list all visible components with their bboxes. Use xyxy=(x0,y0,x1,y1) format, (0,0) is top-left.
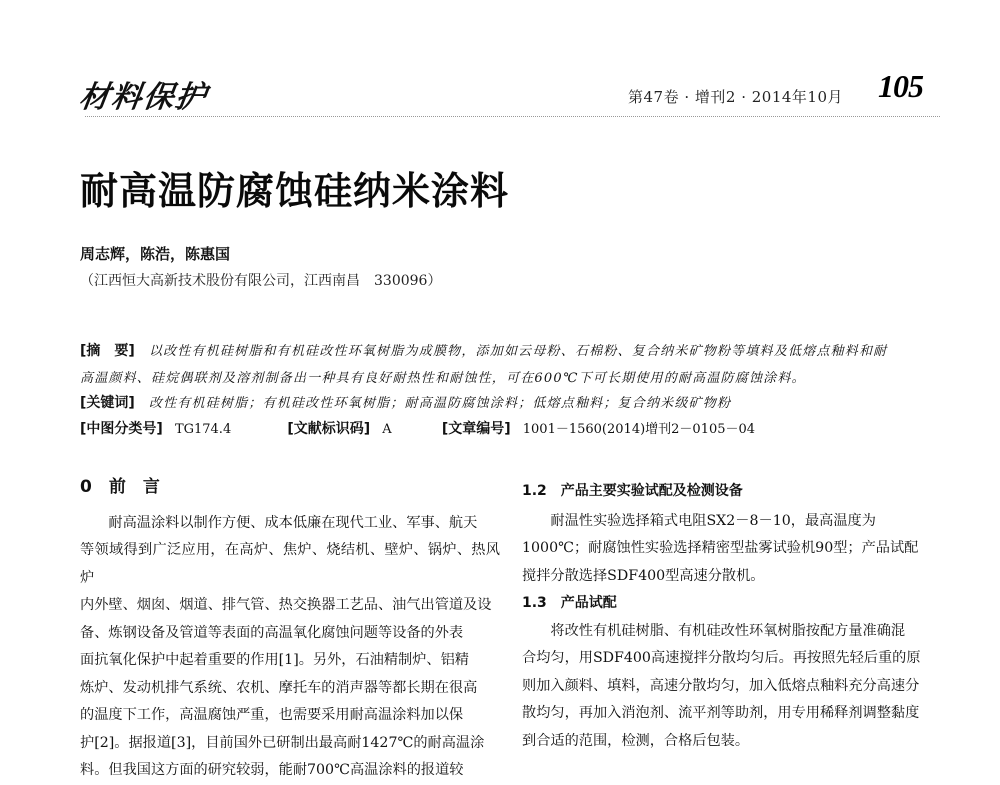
text-line: 搅拌分散选择SDF400型高速分散机。 xyxy=(522,567,765,584)
text-line: 的温度下工作，高温腐蚀严重，也需要采用耐高温涂料加以保 xyxy=(80,707,464,723)
text-line: 散均匀，再加入消泡剂、流平剂等助剂，用专用稀释剂调整黏度 xyxy=(522,705,920,721)
article-no-label: [文章编号] xyxy=(441,421,511,437)
issue-info: 第47卷 · 增刊2 · 2014年10月 xyxy=(628,88,844,106)
doc-code-label: [文献标识码] xyxy=(287,421,371,437)
text-line: 备、炼钢设备及管道等表面的高温氧化腐蚀问题等设备的外表 xyxy=(80,624,464,641)
header-divider xyxy=(85,116,940,117)
abstract-label: [摘 要] xyxy=(80,343,135,359)
keywords-line xyxy=(80,392,731,412)
text-line: 到合适的范围，检测，合格后包装。 xyxy=(522,732,750,749)
subsection-heading-1-2: 1.2 产品主要实验试配及检测设备 xyxy=(522,483,743,499)
doc-code-value: A xyxy=(382,422,392,437)
keywords-label: [关键词] xyxy=(80,395,135,411)
subsection-heading-1-3: 1.3 产品试配 xyxy=(522,595,617,611)
subsection-1-2-paragraph xyxy=(522,508,942,591)
text-line: 炼炉、发动机排气系统、农机、摩托车的消声器等都长期在很高 xyxy=(80,679,478,696)
text-line: 耐温性实验选择箱式电阻SX2－8－10，最高温度为 xyxy=(550,512,876,529)
text-line: 料。但我国这方面的研究较弱，能耐700℃高温涂料的报道较 xyxy=(80,762,464,778)
article-authors: 周志辉，陈浩，陈惠国 xyxy=(80,245,231,263)
text-line: 合均匀，用SDF400高速搅拌分散均匀后。再按照先轻后重的原 xyxy=(522,650,921,666)
article-no-value: 1001－1560(2014)增刊2－0105－04 xyxy=(522,422,756,437)
subsection-1-3-paragraph xyxy=(522,618,942,756)
text-line: 1000℃；耐腐蚀性实验选择精密型盐雾试验机90型；产品试配 xyxy=(522,540,919,556)
keywords-text: 改性有机硅树脂；有机硅改性环氧树脂；耐高温防腐蚀涂料；低熔点釉料；复合纳米级矿物粉 xyxy=(148,396,732,411)
text-line: 耐高温涂料以制作方便、成本低廉在现代工业、军事、航天 xyxy=(108,514,478,531)
text-line: 护[2]。据报道[3]，目前国外已研制出最高耐1427℃的耐高温涂 xyxy=(80,734,485,751)
abstract-text-2: 高温颜料、硅烷偶联剂及溶剂制备出一种具有良好耐热性和耐蚀性，可在600℃下可长期使用的耐高温防腐蚀涂料。 xyxy=(80,371,806,386)
text-line: 则加入颜料、填料，高速分散均匀，加入低熔点釉料充分高速分 xyxy=(522,677,920,694)
abstract-line-2 xyxy=(80,367,806,386)
text-line: 将改性有机硅树脂、有机硅改性环氧树脂按配方量准确混 xyxy=(550,622,906,639)
text-line: 面抗氧化保护中起着重要的作用[1]。另外，石油精制炉、铝精 xyxy=(80,652,469,668)
abstract-line-1 xyxy=(80,340,887,360)
article-affiliation: （江西恒大高新技术股份有限公司，江西南昌 330096） xyxy=(80,273,442,289)
article-title: 耐高温防腐蚀硅纳米涂料 xyxy=(80,168,510,213)
journal-logo: 材料保护 xyxy=(77,80,210,115)
right-column xyxy=(522,478,942,755)
clc-value: TG174.4 xyxy=(174,422,232,437)
intro-paragraph xyxy=(80,510,500,785)
page-number: 105 xyxy=(878,68,923,104)
section-heading-intro: 0 前 言 xyxy=(80,477,160,497)
abstract-text-1: 以改性有机硅树脂和有机硅改性环氧树脂为成膜物，添加如云母粉、石棉粉、复合纳米矿物粉等填料及低熔点釉料和耐 xyxy=(148,344,888,359)
text-line: 内外壁、烟囱、烟道、排气管、热交换器工艺品、油气出管道及设 xyxy=(80,597,492,613)
left-column xyxy=(80,474,500,785)
text-line: 等领域得到广泛应用，在高炉、焦炉、烧结机、壁炉、锅炉、热风炉 xyxy=(80,542,500,586)
clc-label: [中图分类号] xyxy=(80,421,163,437)
classification-line xyxy=(80,418,755,438)
